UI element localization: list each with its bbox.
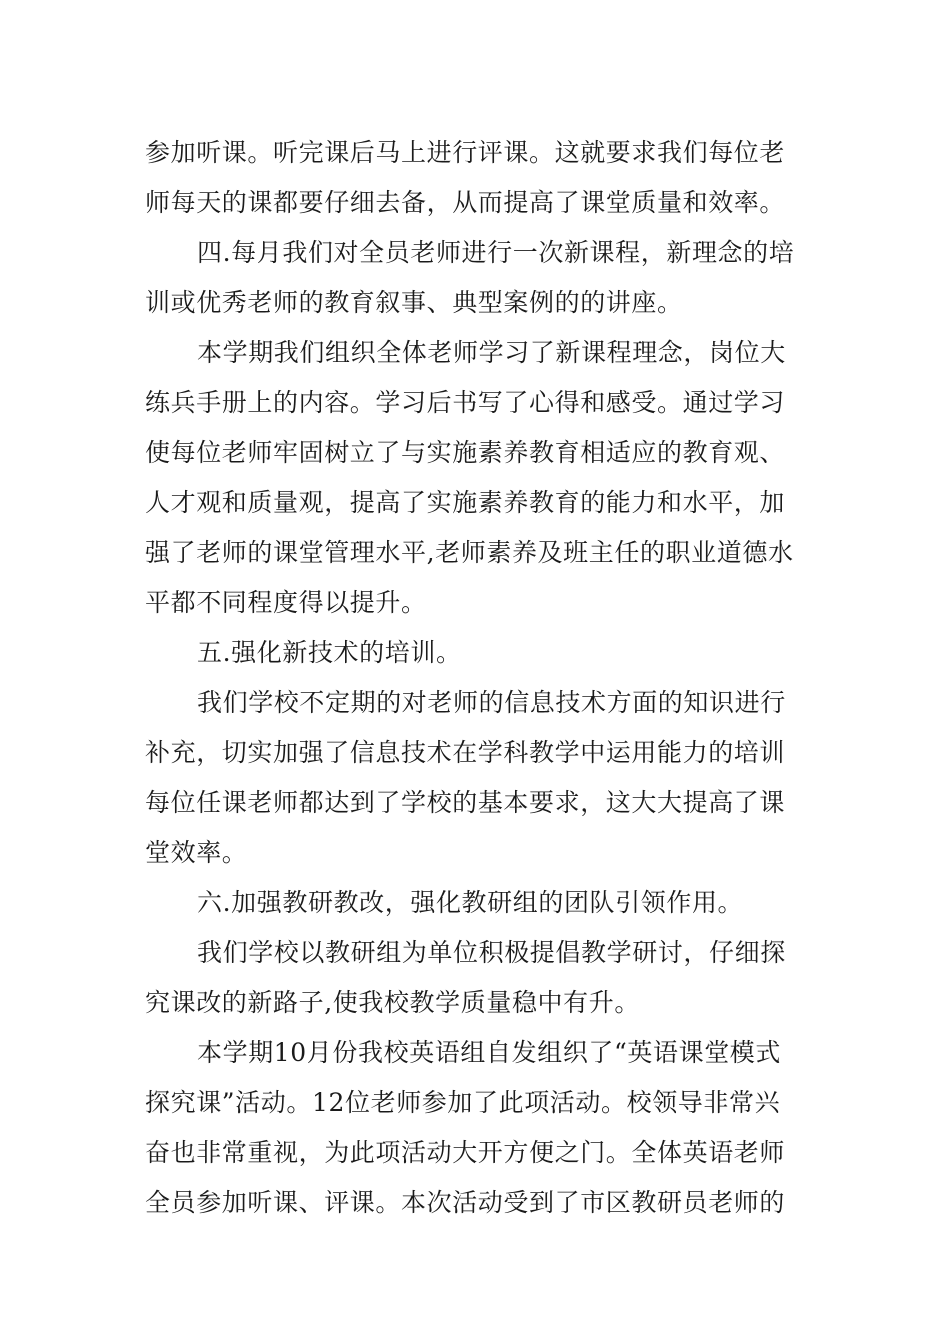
- text-line: 训或优秀老师的教育叙事、典型案例的的讲座。: [145, 288, 683, 317]
- text-line: 本学期10月份我校英语组自发组织了“英语课堂模式: [197, 1038, 781, 1067]
- text-line: 奋也非常重视，为此项活动大开方便之门。全体英语老师: [145, 1138, 786, 1167]
- text-line: 补充，切实加强了信息技术在学科教学中运用能力的培训: [145, 738, 786, 767]
- section-heading: 四.每月我们对全员老师进行一次新课程，新理念的培: [197, 238, 795, 267]
- text-line: 参加听课。听完课后马上进行评课。这就要求我们每位老: [145, 138, 786, 167]
- text-line: 师每天的课都要仔细去备，从而提高了课堂质量和效率。: [145, 188, 786, 217]
- text-line: 我们学校以教研组为单位积极提倡教学研讨，仔细探: [197, 938, 786, 967]
- text-line: 人才观和质量观，提高了实施素养教育的能力和水平，加: [145, 488, 786, 517]
- text-line: 练兵手册上的内容。学习后书写了心得和感受。通过学习: [145, 388, 786, 417]
- section-heading: 六.加强教研教改，强化教研组的团队引领作用。: [197, 888, 744, 917]
- document-body: [145, 128, 810, 1228]
- text-line: 究课改的新路子,使我校教学质量稳中有升。: [145, 988, 640, 1017]
- text-line: 堂效率。: [145, 838, 248, 867]
- text-line: 每位任课老师都达到了学校的基本要求，这大大提高了课: [145, 788, 786, 817]
- text-line: 全员参加听课、评课。本次活动受到了市区教研员老师的: [145, 1188, 786, 1217]
- text-line: 本学期我们组织全体老师学习了新课程理念，岗位大: [197, 338, 786, 367]
- text-line: 我们学校不定期的对老师的信息技术方面的知识进行: [197, 688, 786, 717]
- text-line: 平都不同程度得以提升。: [145, 588, 427, 617]
- section-heading: 五.强化新技术的培训。: [197, 638, 462, 667]
- text-line: 使每位老师牢固树立了与实施素养教育相适应的教育观、: [145, 438, 786, 467]
- text-line: 探究课”活动。12位老师参加了此项活动。校领导非常兴: [145, 1088, 781, 1117]
- text-line: 强了老师的课堂管理水平,老师素养及班主任的职业道德水: [145, 538, 794, 567]
